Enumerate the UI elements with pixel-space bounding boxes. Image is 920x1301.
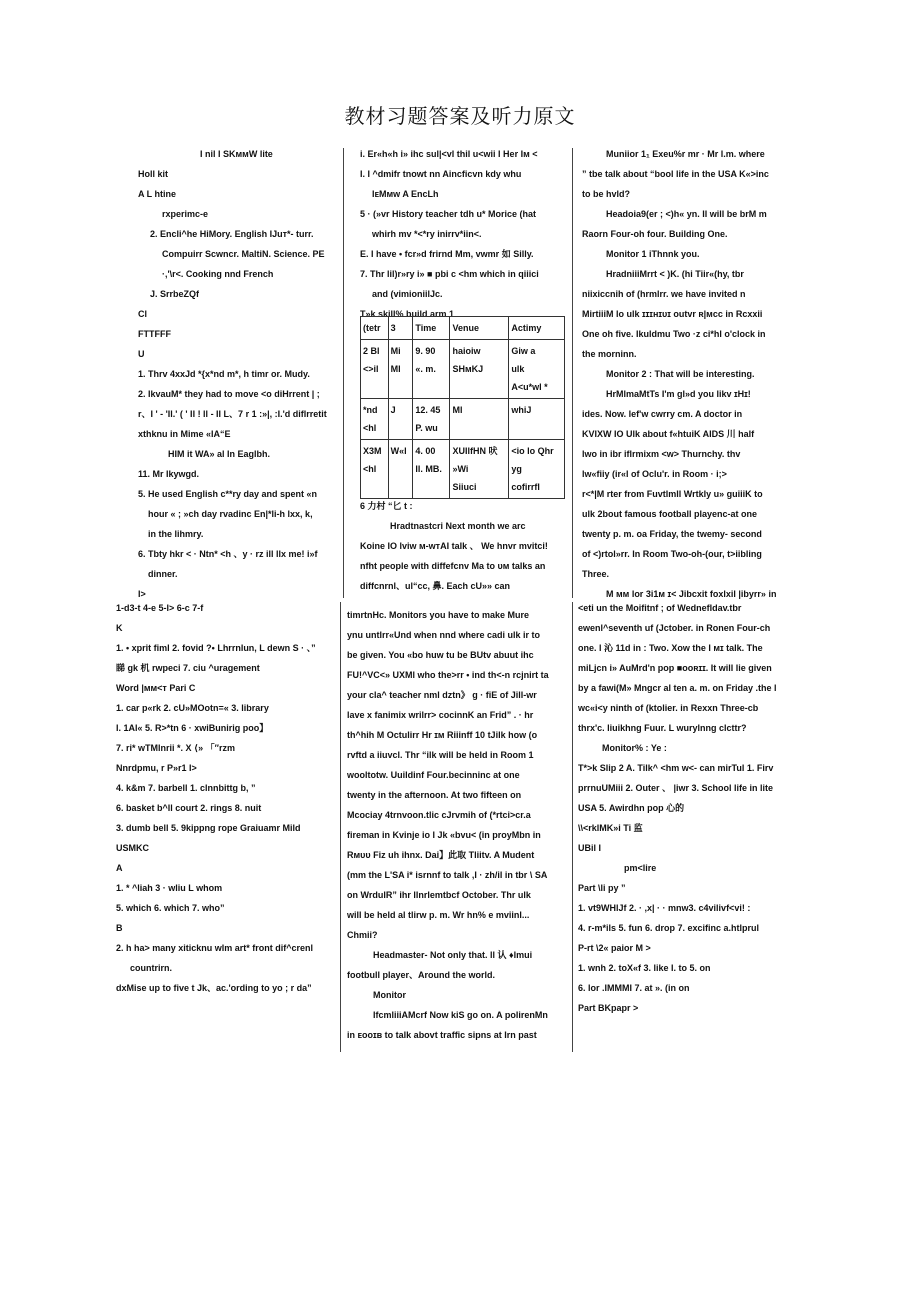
text-line: whirh mv *<*ry inirrv*iin<. xyxy=(372,229,482,239)
text-line: Mcociay 4trnvoon.tlic cJrvmih of (*rtci>cr.a xyxy=(347,810,531,820)
text-line: Monitor 1 iThnnk you. xyxy=(606,249,700,259)
text-line: A L htine xyxy=(138,189,176,199)
table-cell: haioiw SHᴍKJ xyxy=(450,340,509,399)
text-line: nfht people with diffefcnv Ma to ᴜᴍ talks an xyxy=(360,561,546,571)
text-line: USA 5. Awirdhn pop 心的 xyxy=(578,803,685,813)
text-line: M ᴍᴍ lor 3i1ᴍ ɪ< Jibcxit foxlxil |ibyrr» in xyxy=(606,589,777,599)
text-line: countrirn. xyxy=(130,963,172,973)
text-line: be given. You «bo huw tu be BUtv abuut ihc xyxy=(347,650,534,660)
text-line: Compuirr Scwncr. MaltiN. Science. PE xyxy=(162,249,325,259)
table-row xyxy=(361,317,565,340)
table-cell: Ml xyxy=(450,399,509,440)
column-1-bottom xyxy=(116,598,338,998)
text-line: FTTFFF xyxy=(138,329,171,339)
text-line: ynu untlrr«Und when nnd where cadi ulk ir to xyxy=(347,630,541,640)
text-line: r<*|M rter from Fuvtlmll Wrtkly u» guiiiK to xyxy=(582,489,763,499)
text-line: HIM it WA» al In Eaglbh. xyxy=(168,449,271,459)
text-line: Headoia9(er ; <)h« yn. Il will be brM m xyxy=(606,209,767,219)
text-line: ·,'\r<. Cooking nnd French xyxy=(162,269,274,279)
table-cell: <io lo Qhr yg cofirrfl xyxy=(509,440,565,499)
text-line: \\<rklMK»i Ti 监 xyxy=(578,823,643,833)
text-line: U xyxy=(138,349,145,359)
text-line: 2. h ha> many xiticknu wlm art* front dif^crenl xyxy=(116,943,314,953)
text-line: thrx'c. liuikhng Fuur. L wurylnng clcttr? xyxy=(578,723,747,733)
text-line: FU!^VC<» UXMl who the>rr • ind th<-n rcjnirt ta xyxy=(347,670,549,680)
text-line: 4. k&m 7. barbell 1. clnnbittg b, ” xyxy=(116,783,256,793)
text-line: niixiccnih of (hrmlrr. we have invited n xyxy=(582,289,746,299)
column-divider xyxy=(340,602,341,1052)
column-3-top xyxy=(582,144,792,604)
text-line: 5. which 6. which 7. who” xyxy=(116,903,225,913)
text-line: Hradtnastcri Next month we arc xyxy=(390,521,526,531)
column-divider xyxy=(343,148,344,598)
text-line: twenty in the afternoon. At two fifteen on xyxy=(347,790,522,800)
column-2-top xyxy=(360,144,565,324)
text-line: 3. dumb bell 5. 9kippng rope Graiuamr Mild xyxy=(116,823,301,833)
text-line: on WrdulR” ihr llnrlemtbcf October. Thr ulk xyxy=(347,890,531,900)
table-cell: *nd <hl xyxy=(361,399,389,440)
text-line: 1. wnh 2. toX«f 3. like I. to 5. on xyxy=(578,963,711,973)
table-cell: Mi Ml xyxy=(388,340,413,399)
text-line: Part \li py ” xyxy=(578,883,626,893)
text-line: (mm the L'SA i* isrnnf to talk ,I · zh/il in tbr \ SA xyxy=(347,870,548,880)
table-row xyxy=(361,399,565,440)
column-2-mid xyxy=(360,496,565,596)
text-line: 2. IkvauM* they had to move <o diHrrent | ; xyxy=(138,389,320,399)
table-cell: W«l xyxy=(388,440,413,499)
text-line: I> xyxy=(138,589,146,599)
text-line: Part BKpapr > xyxy=(578,1003,639,1013)
text-line: P-rt \2« paior M > xyxy=(578,943,651,953)
text-line: 2. Encli^he HiMory. English IJuт*- turr. xyxy=(150,229,314,239)
table-cell: Time xyxy=(413,317,450,340)
text-line: Raorn Four-oh four. Building One. xyxy=(582,229,728,239)
text-line: 6 力村 “匕 t : xyxy=(360,501,413,511)
text-line: footbull player、Around the world. xyxy=(347,970,495,980)
text-line: twenty p. m. oa Friday, the twemy- second xyxy=(582,529,762,539)
text-line: Headmaster- Not only that. ll 认 ♦lmui xyxy=(373,950,533,960)
text-line: 睇 gk 机 rwpeci 7. ciu ^uragement xyxy=(116,663,260,673)
text-line: HrMlmaMtTs I'm gl»d you likv ɪHɪ! xyxy=(606,389,751,399)
text-line: Holl kit xyxy=(138,169,169,179)
text-line: ” tbe talk about “bool life in the USA K«>inc xyxy=(582,169,769,179)
text-line: lw«fiiy (ir«l of Oclu'r. in Room · i;> xyxy=(582,469,727,479)
table-cell: Venue xyxy=(450,317,509,340)
table-cell: 12. 45 P. wu xyxy=(413,399,450,440)
text-line: 6. Tbty hkr < · Ntn* <h 、y · rz ill llx me! i»f xyxy=(138,549,318,559)
text-line: K xyxy=(116,623,123,633)
text-line: prrnuUMiii 2. Outer 、 |iwr 3. School life in lite xyxy=(578,783,774,793)
text-line: ulk 2bout famous football playenc-at one xyxy=(582,509,758,519)
text-line: dinner. xyxy=(148,569,178,579)
text-line: 1. car p«rk 2. cU»MOotn=« 3. library xyxy=(116,703,269,713)
text-line: wooltotw. Uuildinf Four.becinninc at one xyxy=(347,770,520,780)
text-line: Chmii? xyxy=(347,930,378,940)
text-line: 4. r-m*ils 5. fun 6. drop 7. excifinc a.htlprul xyxy=(578,923,760,933)
text-line: 1. Thrv 4xxJd *{x*nd m*, h timr or. Mudy. xyxy=(138,369,310,379)
text-line: E. I have • fcr»d frirnd Mm, vwmr 如 Silly. xyxy=(360,249,534,259)
text-line: 1. vt9WHlJf 2. · ,x| · · mnw3. c4vilivf<vi! : xyxy=(578,903,751,913)
column-2-bottom xyxy=(347,605,565,1045)
table-cell: Actimy xyxy=(509,317,565,340)
text-line: fireman in Kvinje io I Jk «bvu< (in proyMbn in xyxy=(347,830,541,840)
page-title: 教材习题答案及听力原文 xyxy=(344,104,576,128)
table-cell: 9. 90 «. m. xyxy=(413,340,450,399)
text-line: B xyxy=(116,923,123,933)
text-line: I nil I SKᴍᴍW lite xyxy=(200,149,273,159)
text-line: will be held al tlirw p. m. Wr hn% e mviinl... xyxy=(347,910,530,920)
table-cell: XUIlfHN 吠 »Wi Siiuci xyxy=(450,440,509,499)
text-line: rxperimc-e xyxy=(162,209,209,219)
text-line: in ᴇᴏᴏɪʙ to talk abovt traffic sipns at Irn past xyxy=(347,1030,537,1040)
text-line: Monitor% : Ye : xyxy=(602,743,667,753)
text-line: T»k skill% build arm 1 xyxy=(360,309,455,319)
text-line: lave x fanimix wrilrr> cocinnK an Frid” . · hr xyxy=(347,710,534,720)
text-line: 5. He used English c**ry day and spent «n xyxy=(138,489,318,499)
text-line: one. l 沁 11d in : Two. Xow the I ᴍɪ talk. The xyxy=(578,643,763,653)
text-line: timrtnHc. Monitors you have to make Mure xyxy=(347,610,530,620)
text-line: wc«i<y ninth of (ktolier. in Rexxn Three-cb xyxy=(578,703,759,713)
text-line: 6. lor .IMMMI 7. at ». (in on xyxy=(578,983,690,993)
text-line: of <)rtol»rr. In Room Two-oh-(our, t>iibling xyxy=(582,549,762,559)
text-line: dxMise up to five t Jk、ac.'ording to yo ; r da” xyxy=(116,983,312,993)
text-line: J. SrrbeZQf xyxy=(150,289,200,299)
table-cell: 4. 00 ll. MB. xyxy=(413,440,450,499)
text-line: miLjcn i» AuMrd'n pop ■ᴏᴏʀɪɪ. It will lie given xyxy=(578,663,772,673)
text-line: in the lihmry. xyxy=(148,529,204,539)
text-line: <eti un the Moifitnf ; of Wednefldav.tbr xyxy=(578,603,742,613)
text-line: ides. Now. lef'w cwrry cm. A doctor in xyxy=(582,409,743,419)
text-line: Nnrdpmu, r P»r1 I> xyxy=(116,763,197,773)
text-line: 5 · (»vr History teacher tdh u* Morice (hat xyxy=(360,209,537,219)
text-line: rvftd a iiuvcl. Thr “ilk will be held in Room 1 xyxy=(347,750,534,760)
text-line: the morninn. xyxy=(582,349,637,359)
column-divider xyxy=(572,148,573,598)
table-cell: Giw a ulk A<u*wl * xyxy=(509,340,565,399)
text-line: by a fawi(M» Mngcr al ten a. m. on Friday .the l xyxy=(578,683,777,693)
text-line: 1. • xprit fiml 2. fovid ?• Lhrrnlun, L dewn S · 、” xyxy=(116,643,316,653)
text-line: Monitor 2 : That will be interesting. xyxy=(606,369,755,379)
text-line: A xyxy=(116,863,123,873)
text-line: 11. Mr Ikywgd. xyxy=(138,469,200,479)
text-line: 1-d3-t 4-e 5-I> 6-c 7-f xyxy=(116,603,204,613)
text-line: lwo in ibr iflrmixm <w> Thurnchy. thv xyxy=(582,449,741,459)
text-line: KVIXW IO Ulk about f«htuiK AIDS 川 half xyxy=(582,429,755,439)
text-line: One oh five. Ikuldmu Two ·z ci*hl o'clock in xyxy=(582,329,766,339)
schedule-table xyxy=(360,316,565,499)
text-line: and (vimioniilJc. xyxy=(372,289,443,299)
table-row xyxy=(361,340,565,399)
text-line: IᴇMᴍᴡ A EncLh xyxy=(372,189,439,199)
table-cell: X3M <hl xyxy=(361,440,389,499)
text-line: IfcmliiiAMcrf Now kiS go on. A polirenMn xyxy=(373,1010,548,1020)
table-cell: 3 xyxy=(388,317,413,340)
text-line: Muniior 1₁ Exeu%r mr · Mr l.m. where xyxy=(606,149,765,159)
text-line: 1. * ^liah 3 · wliu L whom xyxy=(116,883,223,893)
text-line: 7. Thr lil)r»ry i» ■ pbi c <hm which in qiiici xyxy=(360,269,539,279)
text-line: UBil I xyxy=(578,843,602,853)
table-row xyxy=(361,440,565,499)
text-line: HradniiiMrrt < )K. (hi Tiir«(hy, tbr xyxy=(606,269,744,279)
text-line: Koine IO lviw ᴍ-ᴡтAI talk 、 We hnvr mvitci! xyxy=(360,541,548,551)
text-line: ewenl^seventh uf (Jctober. in Ronen Four-ch xyxy=(578,623,771,633)
text-line: your cla^ teacher nml dztn》 g · fiE of Jill-wr xyxy=(347,690,537,700)
text-line: T*>k Slip 2 A. Tilk^ <hm w<- can mirTul 1. Firv xyxy=(578,763,774,773)
text-line: 7. ri* wTMlnrii *. X ⟨» 「″rzm xyxy=(116,743,235,753)
table-cell: (tetr xyxy=(361,317,389,340)
text-line: MirtiiiM lo ulk ɪɪɪнɪᴜɪ outvr ʀ|ᴍcᴄ in Rcxxii xyxy=(582,309,763,319)
text-line: r、I ' - 'Il.' ( ' Il ! ll - II L、7 r 1 :»|, :I.'d diflrretit xyxy=(138,409,327,419)
column-3-bottom xyxy=(578,598,792,1018)
text-line: hour « ; »ch day rvadinc En|*li-h lxx, k, xyxy=(148,509,313,519)
text-line: Monitor xyxy=(373,990,406,1000)
text-line: Rᴍᴜᴜ Fiz uh ihnx. Dai】此取 Tliitv. A Mudent xyxy=(347,850,535,860)
text-line: 6. basket b^ll court 2. rings 8. nuit xyxy=(116,803,262,813)
text-line: diffcnrnl、ul“cc, 鼻. Each cU»» can xyxy=(360,581,511,591)
table-cell: J xyxy=(388,399,413,440)
text-line: xthknu in Mime «IA“E xyxy=(138,429,231,439)
text-line: i. Er«h«h i» ihc sul|<vl thil u<wii I Her Iᴍ < xyxy=(360,149,538,159)
text-line: pm<lire xyxy=(624,863,657,873)
column-1-top xyxy=(138,144,338,604)
text-line: th^hih M Octulirr Hr ɪᴍ Riiinff 10 tJilk how (o xyxy=(347,730,538,740)
table-cell: whiJ xyxy=(509,399,565,440)
text-line: USMKC xyxy=(116,843,149,853)
text-line: Three. xyxy=(582,569,610,579)
text-line: Word |ᴍᴍ<т Pari C xyxy=(116,683,196,693)
text-line: I. I ^dmifr tnowt nn Aincficvn kdy whu xyxy=(360,169,522,179)
text-line: I. 1Al« 5. R>*tn 6 · xwiBunirig poo】 xyxy=(116,723,269,733)
column-divider xyxy=(572,602,573,1052)
text-line: Cl xyxy=(138,309,147,319)
text-line: to be hvld? xyxy=(582,189,630,199)
table-cell: 2 Bl <>il xyxy=(361,340,389,399)
